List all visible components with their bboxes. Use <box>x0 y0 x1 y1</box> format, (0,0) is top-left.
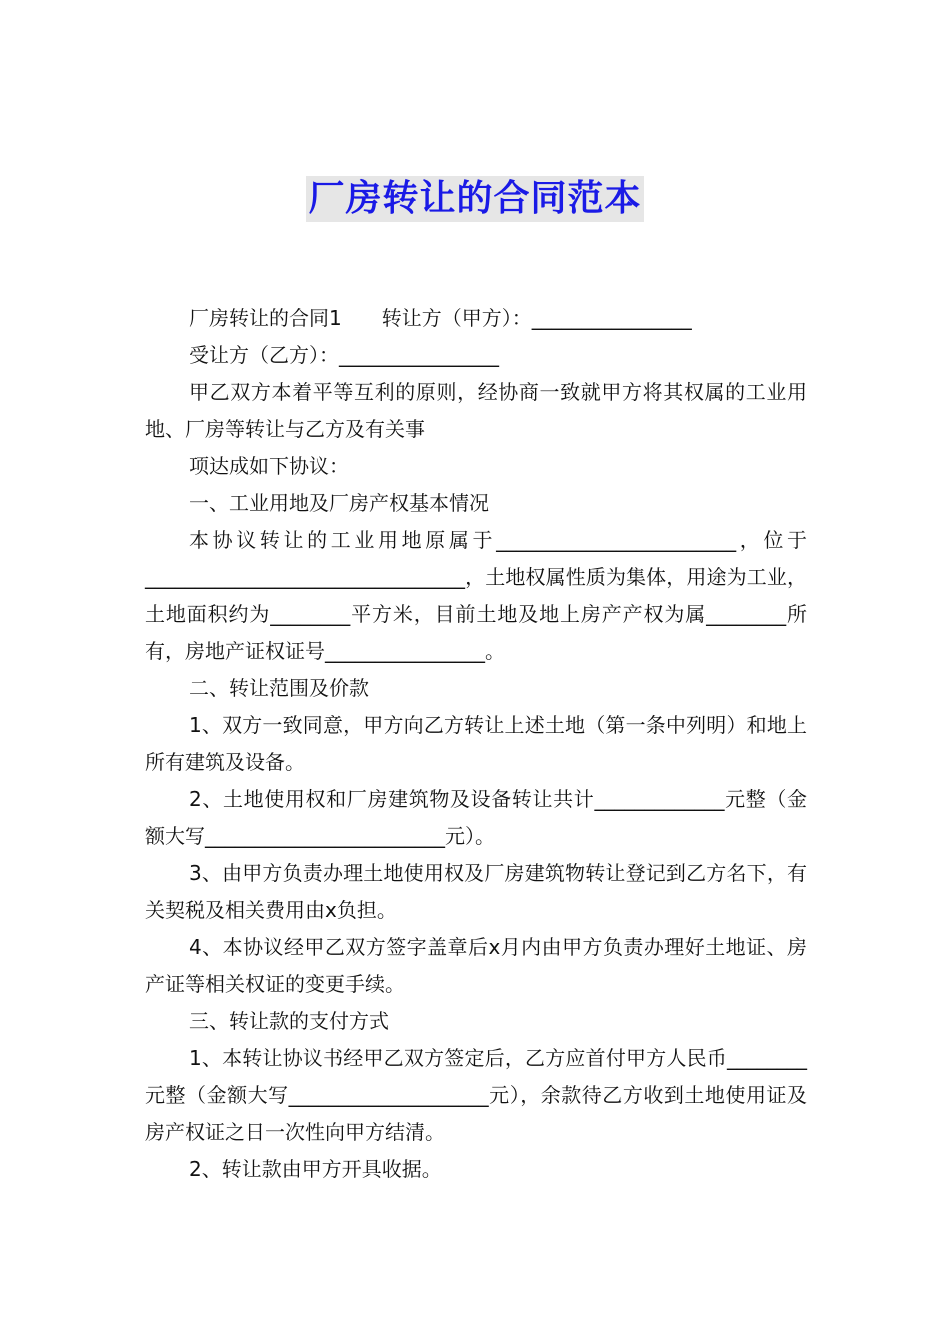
preamble-paragraph: 甲乙双方本着平等互利的原则，经协商一致就甲方将其权属的工业用地、厂房等转让与乙方及有关事 <box>145 380 807 441</box>
title-container <box>0 176 950 222</box>
document-body <box>145 300 807 1188</box>
clause-2-3: 3、由甲方负责办理土地使用权及厂房建筑物转让登记到乙方名下，有关契税及相关费用由x负担。 <box>145 861 807 922</box>
clause-3-2: 2、转让款由甲方开具收据。 <box>189 1157 442 1181</box>
preamble-continuation: 项达成如下协议： <box>189 454 349 478</box>
clause-2-1: 1、双方一致同意，甲方向乙方转让上述土地（第一条中列明）和地上所有建筑及设备。 <box>145 713 807 774</box>
party-a-field: 转让方（甲方）：________________ <box>381 306 692 330</box>
section-heading-1: 一、工业用地及厂房产权基本情况 <box>189 491 489 515</box>
clause-2-4: 4、本协议经甲乙双方签字盖章后x月内由甲方负责办理好土地证、房产证等相关权证的变更手续。 <box>145 935 807 996</box>
land-details-paragraph: 本协议转让的工业用地原属于________________________，位于________________________________，土地权属性质为集体，用途为工业，土地面积约为________平方米，目前土地及地上房产产权为属________所有，房地产证权证号________________。 <box>145 528 807 663</box>
paragraph-parties-header <box>145 300 807 337</box>
clause-3-1: 1、本转让协议书经甲乙双方签定后，乙方应首付甲方人民币________元整（金额大写____________________元），余款待乙方收到土地使用证及房产权证之日一次性向甲方结清。 <box>145 1046 807 1144</box>
contract-number-label: 厂房转让的合同1 <box>189 306 342 330</box>
section-heading-3: 三、转让款的支付方式 <box>189 1009 389 1033</box>
section-heading-2: 二、转让范围及价款 <box>189 676 369 700</box>
document-title: 厂房转让的合同范本 <box>306 176 643 222</box>
party-b-field: 受让方（乙方）：________________ <box>189 343 499 367</box>
clause-2-2: 2、土地使用权和厂房建筑物及设备转让共计_____________元整（金额大写________________________元）。 <box>145 787 807 848</box>
